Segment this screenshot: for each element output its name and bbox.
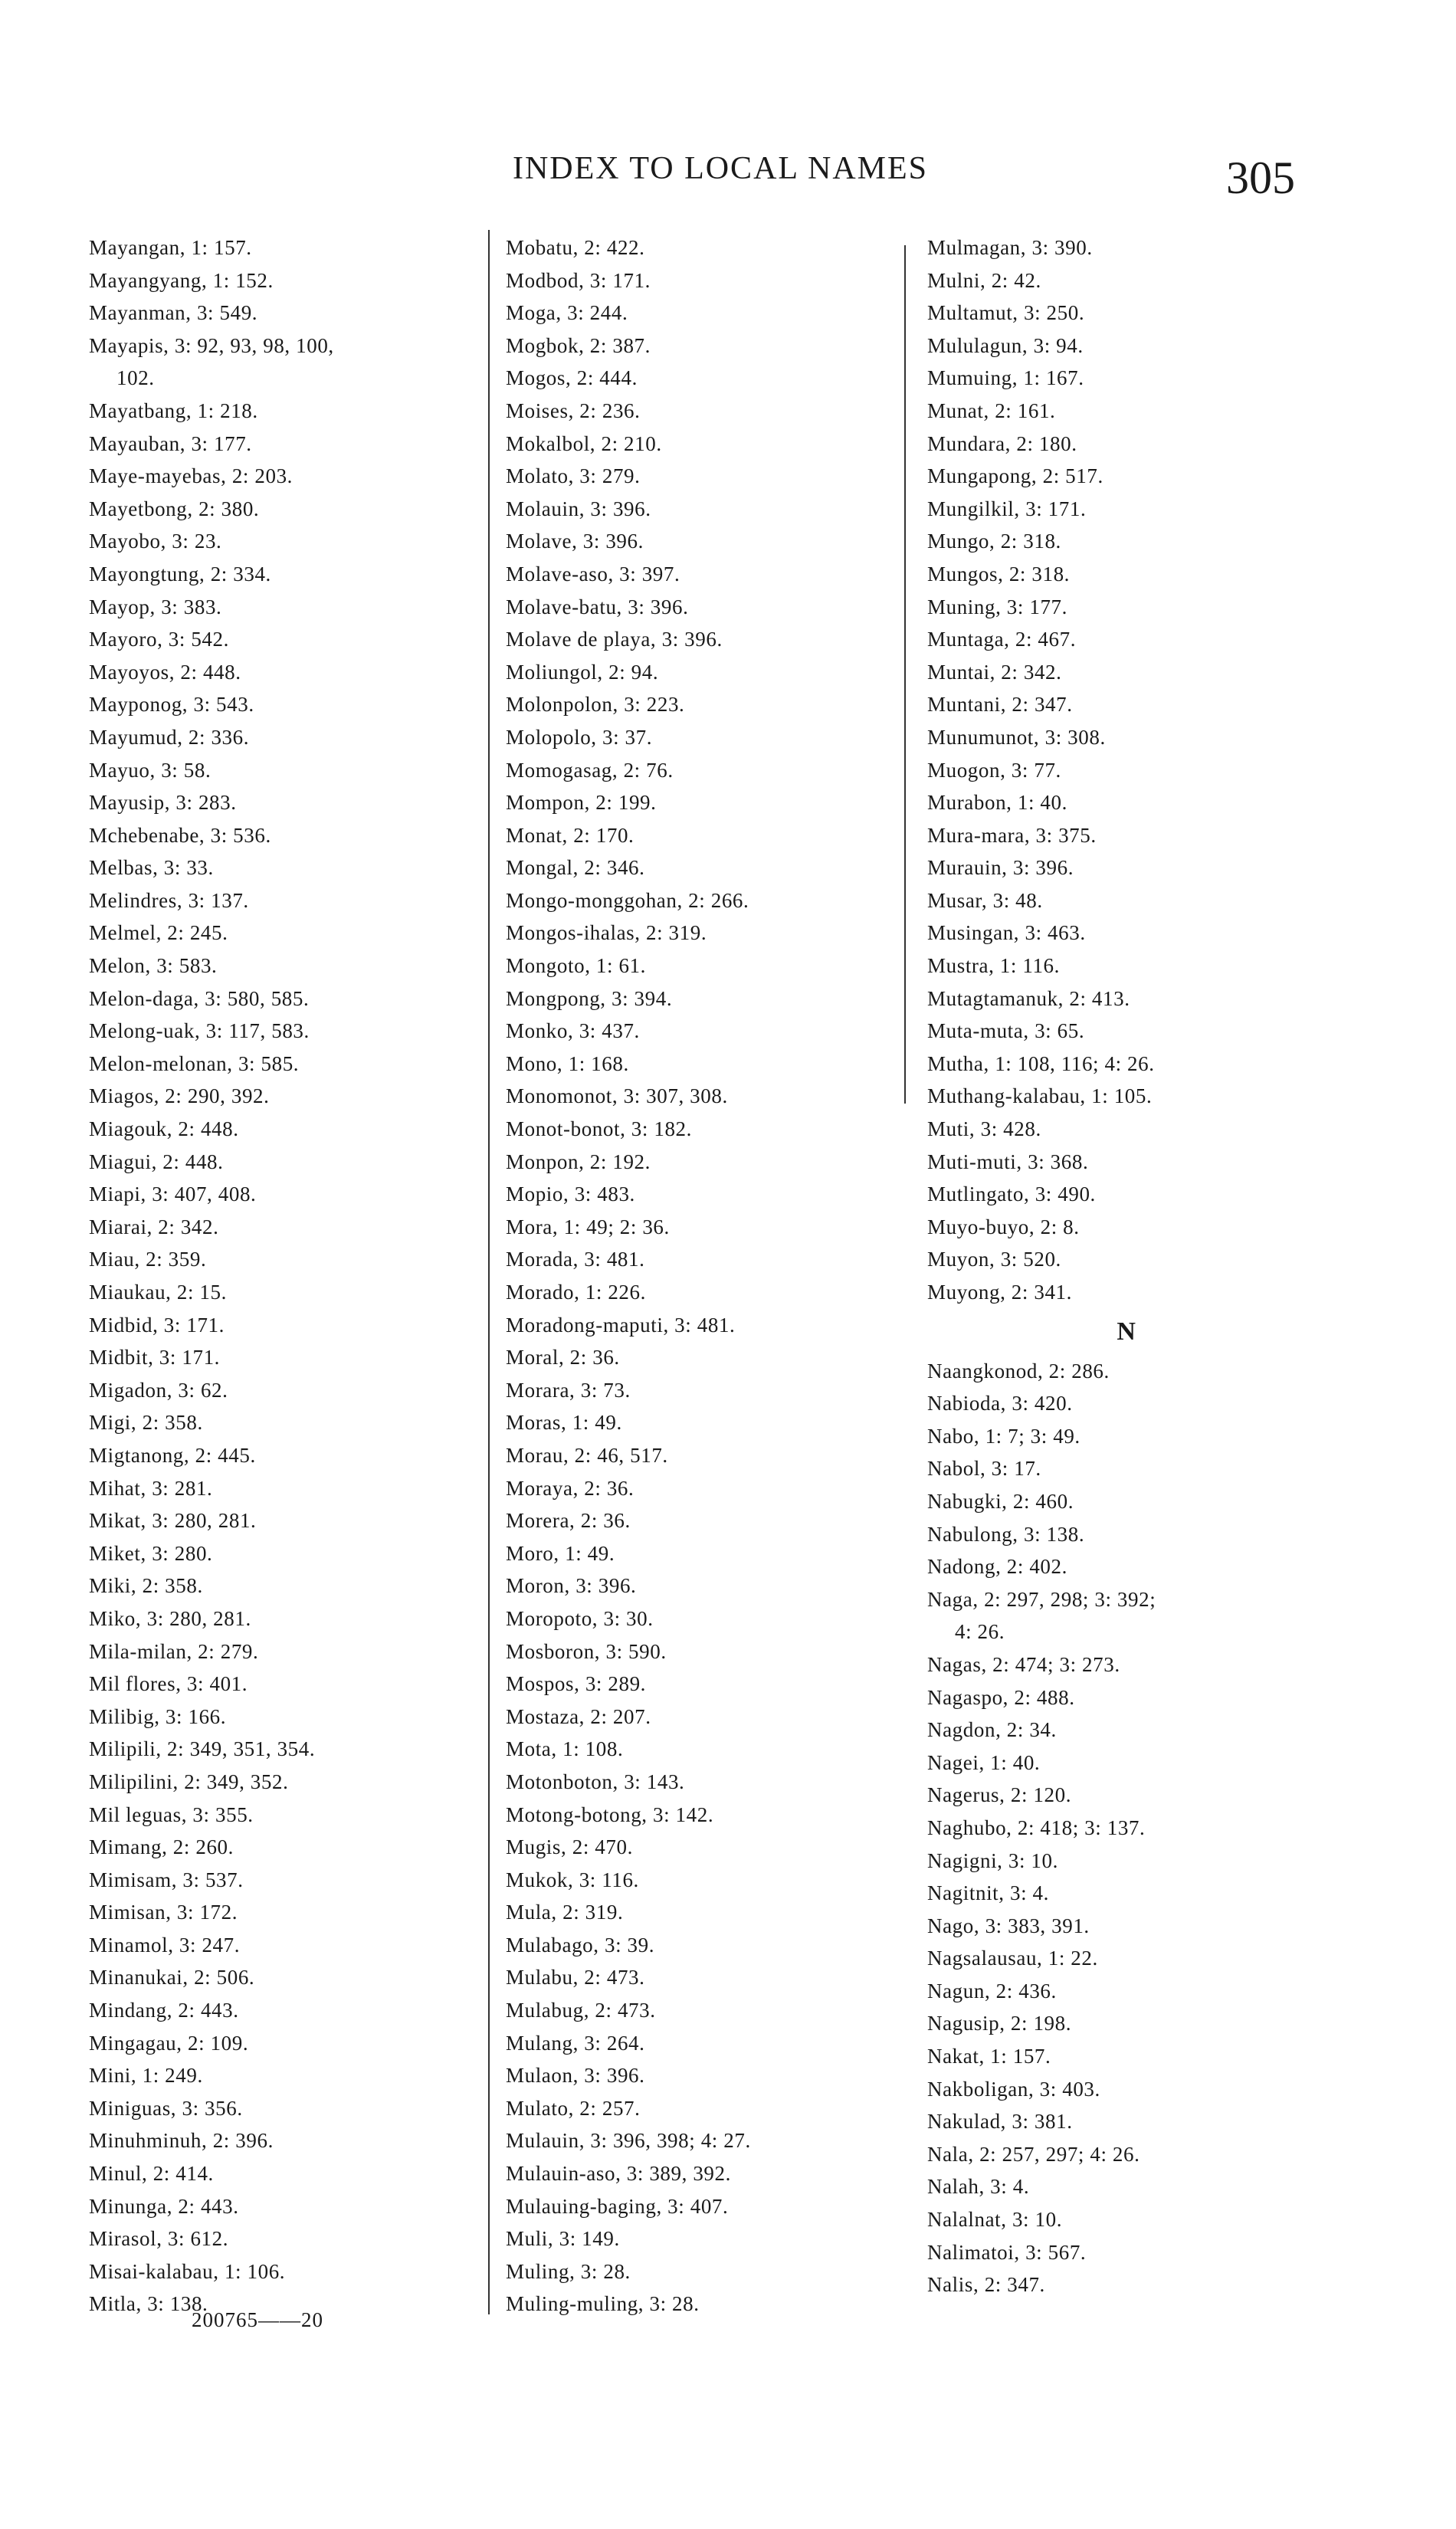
index-entry: Nagun, 2: 436. <box>927 1979 1057 2003</box>
index-entry: Nagerus, 2: 120. <box>927 1783 1072 1807</box>
index-entry: Mokalbol, 2: 210. <box>506 431 662 455</box>
index-entry: Mulauing-baging, 3: 407. <box>506 2194 729 2218</box>
index-column-3 <box>927 231 1341 2301</box>
index-entry: Mostaza, 2: 207. <box>506 1704 651 1728</box>
index-entry: Mayatbang, 1: 218. <box>89 399 258 422</box>
index-entry: Nadong, 2: 402. <box>927 1555 1067 1579</box>
index-entry: Mongoto, 1: 61. <box>506 954 647 978</box>
index-entry: Nalalnat, 3: 10. <box>927 2208 1063 2232</box>
index-entry: Nagei, 1: 40. <box>927 1750 1041 1774</box>
index-entry: Nabulong, 3: 138. <box>927 1522 1085 1546</box>
index-entry: Mongal, 2: 346. <box>506 856 645 880</box>
index-entry: Muogon, 3: 77. <box>927 758 1061 782</box>
index-entry: Mora, 1: 49; 2: 36. <box>506 1215 670 1238</box>
index-entry: Mayoyos, 2: 448. <box>89 660 241 684</box>
printer-signature: 200765——20 <box>192 2308 323 2331</box>
index-entry: Mihat, 3: 281. <box>89 1476 213 1500</box>
index-entry: Miagos, 2: 290, 392. <box>89 1084 270 1108</box>
index-entry: Nagdon, 2: 34. <box>927 1718 1057 1742</box>
index-column-3-m-entries <box>927 231 1341 1309</box>
index-entry: Minuhminuh, 2: 396. <box>89 2129 274 2153</box>
index-entry: Mulabug, 2: 473. <box>506 1999 656 2022</box>
index-entry: Melong-uak, 3: 117, 583. <box>89 1019 310 1043</box>
index-entry: Nalis, 2: 347. <box>927 2273 1045 2297</box>
index-entry: Muli, 3: 149. <box>506 2227 620 2251</box>
index-entry: Miarai, 2: 342. <box>89 1215 219 1238</box>
index-entry: Molato, 3: 279. <box>506 464 641 488</box>
index-entry: Morara, 3: 73. <box>506 1378 631 1402</box>
index-entry: Mulabu, 2: 473. <box>506 1966 645 1989</box>
index-entry: Morera, 2: 36. <box>506 1509 631 1533</box>
index-entry: Monot-bonot, 3: 182. <box>506 1117 693 1141</box>
index-entry: Mayumud, 2: 336. <box>89 725 250 749</box>
index-entry: Mayop, 3: 383. <box>89 595 222 618</box>
index-entry: Monko, 3: 437. <box>506 1019 640 1043</box>
index-column-3-n-entries <box>927 1355 1341 2301</box>
index-entry: Nabugki, 2: 460. <box>927 1489 1074 1513</box>
index-entry: Milibig, 3: 166. <box>89 1704 227 1728</box>
index-entry: Mota, 1: 108. <box>506 1737 624 1761</box>
index-entry: Minul, 2: 414. <box>89 2162 214 2186</box>
index-entry: Muning, 3: 177. <box>927 595 1068 618</box>
index-entry: Mimisam, 3: 537. <box>89 1868 244 1891</box>
index-entry: Muling-muling, 3: 28. <box>506 2292 700 2316</box>
index-entry: Moises, 2: 236. <box>506 399 641 422</box>
index-entry: Mumuing, 1: 167. <box>927 366 1084 390</box>
index-entry: Mutagtamanuk, 2: 413. <box>927 986 1130 1010</box>
index-entry: Nagitnit, 3: 4. <box>927 1881 1049 1905</box>
index-entry: Mogbok, 2: 387. <box>506 333 651 357</box>
index-entry: Moga, 3: 244. <box>506 301 628 325</box>
index-entry: Mustra, 1: 116. <box>927 954 1060 978</box>
index-entry: Milipili, 2: 349, 351, 354. <box>89 1737 316 1761</box>
index-entry: Mulauin, 3: 396, 398; 4: 27. <box>506 2129 751 2153</box>
index-entry: Mululagun, 3: 94. <box>927 333 1084 357</box>
index-entry: Molave-aso, 3: 397. <box>506 562 680 586</box>
index-entry: Mungos, 2: 318. <box>927 562 1071 586</box>
index-entry: Nagigni, 3: 10. <box>927 1848 1058 1872</box>
index-entry: Mayetbong, 2: 380. <box>89 497 260 520</box>
index-entry: Melbas, 3: 33. <box>89 856 214 880</box>
index-entry: Murauin, 3: 396. <box>927 856 1074 880</box>
index-entry: Muntani, 2: 347. <box>927 693 1073 717</box>
index-entry: Minunga, 2: 443. <box>89 2194 239 2218</box>
index-entry: Molave de playa, 3: 396. <box>506 628 723 651</box>
index-entry: Miaukau, 2: 15. <box>89 1281 227 1304</box>
index-entry: Mobatu, 2: 422. <box>506 236 645 259</box>
index-entry: Nago, 3: 383, 391. <box>927 1914 1090 1937</box>
index-entry: Mukok, 3: 116. <box>506 1868 639 1891</box>
index-entry: Mayponog, 3: 543. <box>89 693 254 717</box>
index-column-2 <box>506 231 912 2321</box>
index-entry: Mutha, 1: 108, 116; 4: 26. <box>927 1051 1155 1075</box>
index-entry: Mayongtung, 2: 334. <box>89 562 271 586</box>
index-entry: Nakboligan, 3: 403. <box>927 2077 1100 2101</box>
index-entry: Molauin, 3: 396. <box>506 497 651 520</box>
index-entry: Maye-mayebas, 2: 203. <box>89 464 293 488</box>
index-entry: Nagaspo, 2: 488. <box>927 1685 1075 1709</box>
index-entry: Muling, 3: 28. <box>506 2259 631 2283</box>
index-entry: Monpon, 2: 192. <box>506 1150 651 1173</box>
index-entry: Moral, 2: 36. <box>506 1346 620 1369</box>
index-entry: Mundara, 2: 180. <box>927 431 1077 455</box>
index-entry: Molave, 3: 396. <box>506 530 644 553</box>
index-entry: Miapi, 3: 407, 408. <box>89 1182 257 1206</box>
index-entry: Minamol, 3: 247. <box>89 1933 241 1957</box>
index-entry: Mugis, 2: 470. <box>506 1835 633 1859</box>
index-entry: Moron, 3: 396. <box>506 1574 637 1598</box>
index-entry: Naangkonod, 2: 286. <box>927 1359 1110 1383</box>
index-entry: Multamut, 3: 250. <box>927 301 1085 325</box>
index-entry: Misai-kalabau, 1: 106. <box>89 2259 286 2283</box>
index-entry: Miagouk, 2: 448. <box>89 1117 239 1141</box>
index-entry: Musar, 3: 48. <box>927 888 1043 912</box>
page-title: INDEX TO LOCAL NAMES <box>512 151 929 186</box>
index-entry: Mil flores, 3: 401. <box>89 1672 248 1696</box>
index-entry: Mitla, 3: 138. <box>89 2292 208 2316</box>
index-entry: Miau, 2: 359. <box>89 1248 207 1271</box>
index-entry: Mayanman, 3: 549. <box>89 301 258 325</box>
index-entry: Mompon, 2: 199. <box>506 791 657 815</box>
index-entry: Nabo, 1: 7; 3: 49. <box>927 1424 1081 1448</box>
index-entry: Munat, 2: 161. <box>927 399 1056 422</box>
index-entry: 4: 26. <box>955 1620 1005 1644</box>
index-entry: Mura-mara, 3: 375. <box>927 823 1097 847</box>
index-entry: Mogos, 2: 444. <box>506 366 638 390</box>
index-entry: Mongos-ihalas, 2: 319. <box>506 921 707 945</box>
index-entry: Mayapis, 3: 92, 93, 98, 100, <box>89 333 334 357</box>
index-entry: Mongpong, 3: 394. <box>506 986 673 1010</box>
index-entry: Muti, 3: 428. <box>927 1117 1041 1141</box>
index-entry: Muti-muti, 3: 368. <box>927 1150 1089 1173</box>
index-entry: Naga, 2: 297, 298; 3: 392; <box>927 1587 1156 1611</box>
index-entry: Mayuo, 3: 58. <box>89 758 212 782</box>
index-entry: Mulauin-aso, 3: 389, 392. <box>506 2162 731 2186</box>
index-entry: Nagusip, 2: 198. <box>927 2012 1072 2035</box>
index-entry: Nalimatoi, 3: 567. <box>927 2240 1087 2264</box>
index-entry: Mutlingato, 3: 490. <box>927 1182 1096 1206</box>
index-entry: Mulato, 2: 257. <box>506 2096 641 2120</box>
index-entry: Mulabago, 3: 39. <box>506 1933 655 1957</box>
index-entry: Melon, 3: 583. <box>89 954 218 978</box>
index-entry: Modbod, 3: 171. <box>506 268 651 292</box>
index-entry: Mayauban, 3: 177. <box>89 431 252 455</box>
index-entry: Mosboron, 3: 590. <box>506 1639 667 1663</box>
index-entry: Melindres, 3: 137. <box>89 888 249 912</box>
index-entry: Morada, 3: 481. <box>506 1248 645 1271</box>
index-entry: Milipilini, 2: 349, 352. <box>89 1770 289 1793</box>
index-entry: Nalah, 3: 4. <box>927 2175 1030 2199</box>
index-entry: Nabol, 3: 17. <box>927 1457 1041 1481</box>
index-entry: Mila-milan, 2: 279. <box>89 1639 259 1663</box>
index-entry: Melmel, 2: 245. <box>89 921 228 945</box>
index-entry: Mospos, 3: 289. <box>506 1672 647 1696</box>
index-column-1 <box>89 231 472 2321</box>
index-entry: Midbit, 3: 171. <box>89 1346 221 1369</box>
index-entry: Minanukai, 2: 506. <box>89 1966 255 1989</box>
index-entry: Muyo-buyo, 2: 8. <box>927 1215 1080 1238</box>
index-entry: Muntaga, 2: 467. <box>927 628 1077 651</box>
index-entry: Mchebenabe, 3: 536. <box>89 823 271 847</box>
index-entry: Moradong-maputi, 3: 481. <box>506 1313 736 1337</box>
index-entry: Mingagau, 2: 109. <box>89 2031 249 2055</box>
index-entry: Mayoro, 3: 542. <box>89 628 229 651</box>
index-entry: Muta-muta, 3: 65. <box>927 1019 1085 1043</box>
page-number: 305 <box>1226 153 1295 203</box>
index-entry: Murabon, 1: 40. <box>927 791 1067 815</box>
index-entry: Miki, 2: 358. <box>89 1574 203 1598</box>
index-entry: Nala, 2: 257, 297; 4: 26. <box>927 2142 1140 2166</box>
index-entry: Nakat, 1: 157. <box>927 2045 1051 2068</box>
index-entry: Moropoto, 3: 30. <box>506 1606 654 1630</box>
index-entry: Mirasol, 3: 612. <box>89 2227 229 2251</box>
index-entry: Molopolo, 3: 37. <box>506 725 653 749</box>
index-entry: Morau, 2: 46, 517. <box>506 1443 668 1467</box>
index-entry: Mimang, 2: 260. <box>89 1835 234 1859</box>
index-entry: Momogasag, 2: 76. <box>506 758 674 782</box>
index-entry: Moraya, 2: 36. <box>506 1476 635 1500</box>
index-entry: Muthang-kalabau, 1: 105. <box>927 1084 1153 1108</box>
index-entry: Melon-melonan, 3: 585. <box>89 1051 300 1075</box>
index-entry: Molave-batu, 3: 396. <box>506 595 689 618</box>
index-entry: Muntai, 2: 342. <box>927 660 1062 684</box>
index-entry: Mungapong, 2: 517. <box>927 464 1103 488</box>
index-entry: Migtanong, 2: 445. <box>89 1443 256 1467</box>
index-entry: Mula, 2: 319. <box>506 1901 624 1924</box>
index-entry: Migadon, 3: 62. <box>89 1378 228 1402</box>
index-entry: Mulmagan, 3: 390. <box>927 236 1093 259</box>
index-entry: Mongo-monggohan, 2: 266. <box>506 888 749 912</box>
index-entry: Molonpolon, 3: 223. <box>506 693 685 717</box>
index-entry: Mono, 1: 168. <box>506 1051 629 1075</box>
index-entry: Miko, 3: 280, 281. <box>89 1606 251 1630</box>
index-entry: Mindang, 2: 443. <box>89 1999 239 2022</box>
index-entry: Mayangan, 1: 157. <box>89 236 252 259</box>
index-entry: Nagsalausau, 1: 22. <box>927 1947 1098 1970</box>
index-entry: Miniguas, 3: 356. <box>89 2096 243 2120</box>
index-entry: Munumunot, 3: 308. <box>927 725 1106 749</box>
index-entry: Musingan, 3: 463. <box>927 921 1086 945</box>
index-entry: Mulaon, 3: 396. <box>506 2064 645 2088</box>
index-entry: Nagas, 2: 474; 3: 273. <box>927 1652 1120 1676</box>
index-entry: Nabioda, 3: 420. <box>927 1392 1073 1415</box>
index-entry: Mungilkil, 3: 171. <box>927 497 1087 520</box>
index-entry: Mikat, 3: 280, 281. <box>89 1509 257 1533</box>
index-entry: 102. <box>116 366 155 390</box>
index-entry: Monat, 2: 170. <box>506 823 635 847</box>
index-entry: Motong-botong, 3: 142. <box>506 1802 714 1826</box>
index-entry: Moras, 1: 49. <box>506 1411 622 1435</box>
section-letter-n: N <box>1117 1317 1136 1346</box>
index-entry: Moliungol, 2: 94. <box>506 660 659 684</box>
index-entry: Mungo, 2: 318. <box>927 530 1061 553</box>
index-entry: Nakulad, 3: 381. <box>927 2110 1073 2134</box>
index-entry: Melon-daga, 3: 580, 585. <box>89 986 310 1010</box>
index-entry: Monomonot, 3: 307, 308. <box>506 1084 728 1108</box>
index-entry: Muyong, 2: 341. <box>927 1281 1073 1304</box>
index-entry: Mayobo, 3: 23. <box>89 530 222 553</box>
index-entry: Moro, 1: 49. <box>506 1541 615 1565</box>
index-entry: Muyon, 3: 520. <box>927 1248 1061 1271</box>
index-entry: Mimisan, 3: 172. <box>89 1901 238 1924</box>
index-entry: Miket, 3: 280. <box>89 1541 213 1565</box>
index-entry: Migi, 2: 358. <box>89 1411 203 1435</box>
column-divider-1 <box>488 230 490 2314</box>
index-entry: Morado, 1: 226. <box>506 1281 646 1304</box>
index-entry: Mil leguas, 3: 355. <box>89 1802 254 1826</box>
index-entry: Mayangyang, 1: 152. <box>89 268 274 292</box>
index-entry: Mini, 1: 249. <box>89 2064 203 2088</box>
index-entry: Midbid, 3: 171. <box>89 1313 225 1337</box>
index-entry: Miagui, 2: 448. <box>89 1150 224 1173</box>
index-entry: Mopio, 3: 483. <box>506 1182 635 1206</box>
index-entry: Motonboton, 3: 143. <box>506 1770 685 1793</box>
index-entry: Mayusip, 3: 283. <box>89 791 237 815</box>
index-entry: Mulang, 3: 264. <box>506 2031 645 2055</box>
index-entry: Naghubo, 2: 418; 3: 137. <box>927 1816 1146 1839</box>
index-entry: Mulni, 2: 42. <box>927 268 1041 292</box>
